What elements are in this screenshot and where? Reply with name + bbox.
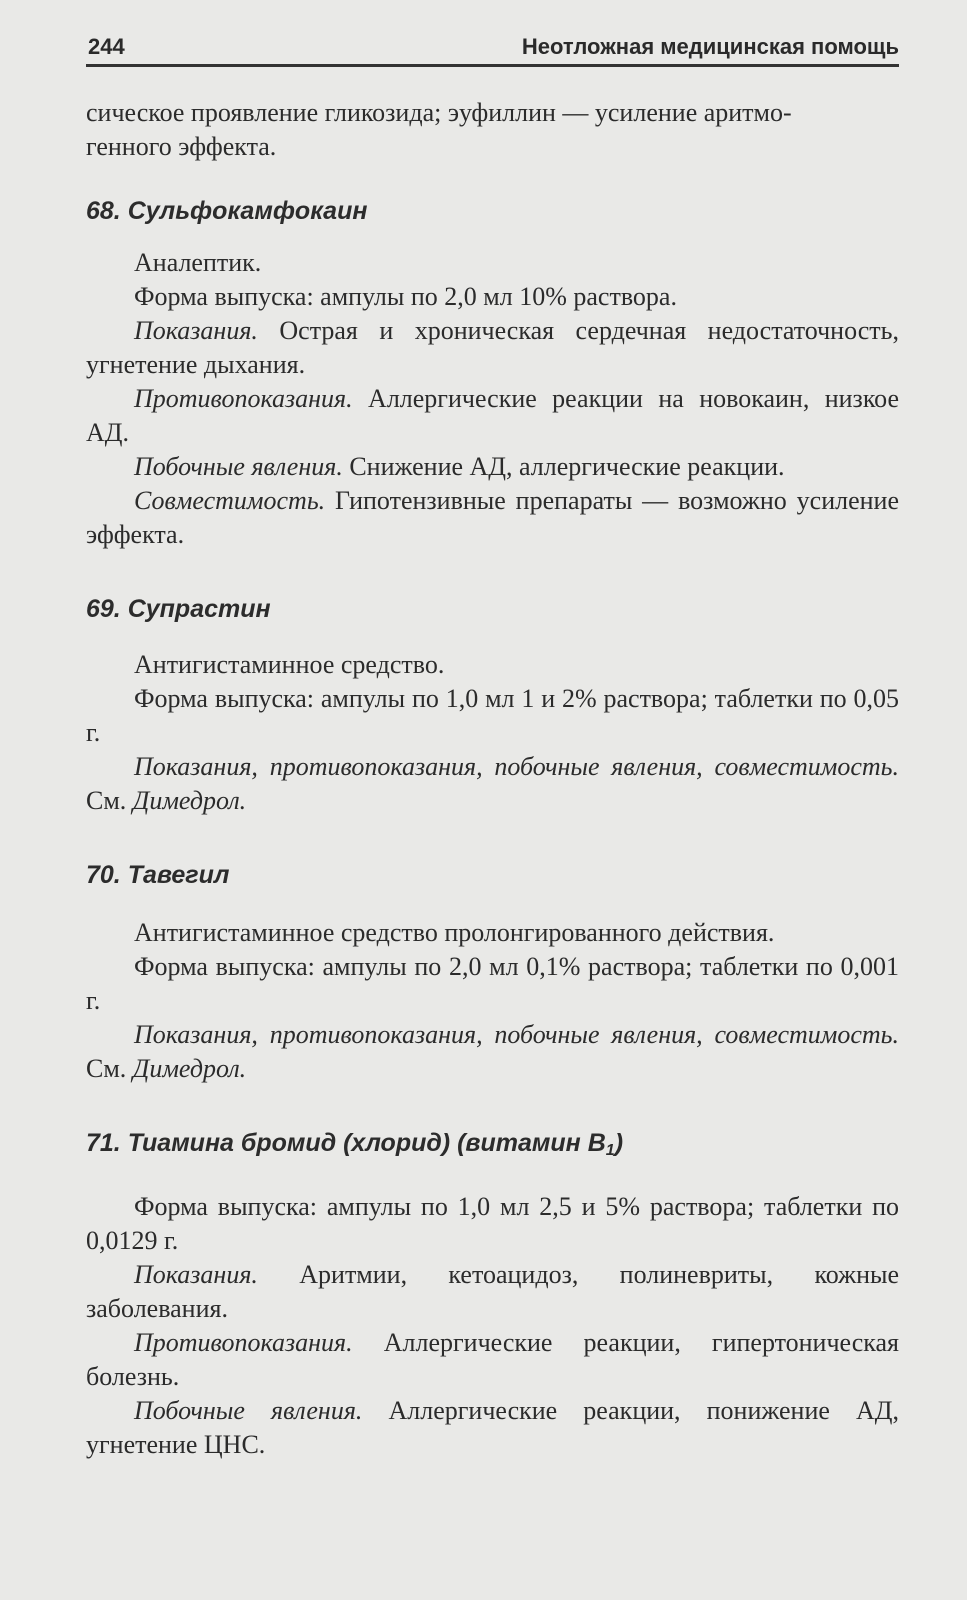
- indications: [86, 1258, 899, 1326]
- side-effects: [86, 450, 899, 484]
- heading-subscript: 1: [605, 1142, 615, 1159]
- running-title: Неотложная медицинская помощь: [521, 34, 899, 59]
- reference-target: Димедрол.: [132, 1054, 247, 1083]
- cross-reference: [86, 1018, 899, 1086]
- release-form: Форма выпуска: ампулы по 2,0 мл 10% раствора.: [134, 282, 677, 311]
- contraindications-text: Аллергические реакции, гипертоническая болезнь.: [86, 1328, 899, 1391]
- contraindications: [86, 382, 899, 450]
- reference-label: Показания, противопоказания, побочные явления, совместимость.: [134, 1020, 899, 1049]
- release-form: Форма выпуска: ампулы по 2,0 мл 0,1% раствора; таблетки по 0,001 г.: [86, 952, 899, 1015]
- section-heading-69: 69. Супрастин: [86, 595, 271, 623]
- reference-label: Показания, противопоказания, побочные явления, совместимость.: [134, 752, 899, 781]
- indications-text: Аритмии, кетоацидоз, полиневриты, кожные заболевания.: [86, 1260, 899, 1323]
- side-effects: [86, 1394, 899, 1462]
- reference-target: Димедрол.: [132, 786, 247, 815]
- heading-main: 71. Тиамина бромид (хлорид) (витамин B: [86, 1129, 606, 1157]
- drug-class: Аналептик.: [134, 248, 262, 277]
- contraindications: [86, 1326, 899, 1394]
- intro-line-1: сическое проявление гликозида; эуфиллин — усиление аритмо-: [86, 98, 792, 127]
- drug-class: Антигистаминное средство.: [134, 650, 445, 679]
- intro-line-2: генного эффекта.: [86, 132, 277, 161]
- side-effects-label: Побочные явления.: [134, 1396, 363, 1425]
- compatibility-text: Гипотензивные препараты — возможно усиление эффекта.: [86, 486, 899, 549]
- indications-text: Острая и хроническая сердечная недостаточность, угнетение дыхания.: [86, 316, 899, 379]
- release-form: Форма выпуска: ампулы по 1,0 мл 1 и 2% раствора; таблетки по 0,05 г.: [86, 684, 899, 747]
- cross-reference: [86, 750, 899, 818]
- section-heading-70: 70. Тавегил: [86, 861, 230, 889]
- contraindications-label: Противопоказания.: [134, 1328, 353, 1357]
- compatibility: [86, 484, 899, 552]
- heading-end: ): [614, 1129, 624, 1157]
- side-effects-text: Аллергические реакции, понижение АД, угнетение ЦНС.: [86, 1396, 899, 1459]
- section-heading-68: 68. Сульфокамфокаин: [86, 197, 368, 225]
- drug-class: Антигистаминное средство пролонгированного действия.: [134, 918, 775, 947]
- page-number: 244: [88, 34, 125, 59]
- intro-paragraph: [86, 96, 899, 164]
- running-header: [86, 26, 899, 67]
- contraindications-label: Противопоказания.: [134, 384, 353, 413]
- section-heading-71: [86, 1126, 899, 1168]
- page-content: [86, 96, 899, 1462]
- compatibility-label: Совместимость.: [134, 486, 326, 515]
- side-effects-label: Побочные явления.: [134, 452, 343, 481]
- reference-see: См.: [86, 1054, 133, 1083]
- indications: [86, 314, 899, 382]
- side-effects-text: Снижение АД, аллергические реакции.: [342, 452, 785, 481]
- contraindications-text: Аллергические реакции на новокаин, низкое АД.: [86, 384, 899, 447]
- indications-label: Показания.: [134, 316, 258, 345]
- reference-see: См.: [86, 786, 133, 815]
- release-form: Форма выпуска: ампулы по 1,0 мл 2,5 и 5% раствора; таблетки по 0,0129 г.: [86, 1192, 899, 1255]
- indications-label: Показания.: [134, 1260, 258, 1289]
